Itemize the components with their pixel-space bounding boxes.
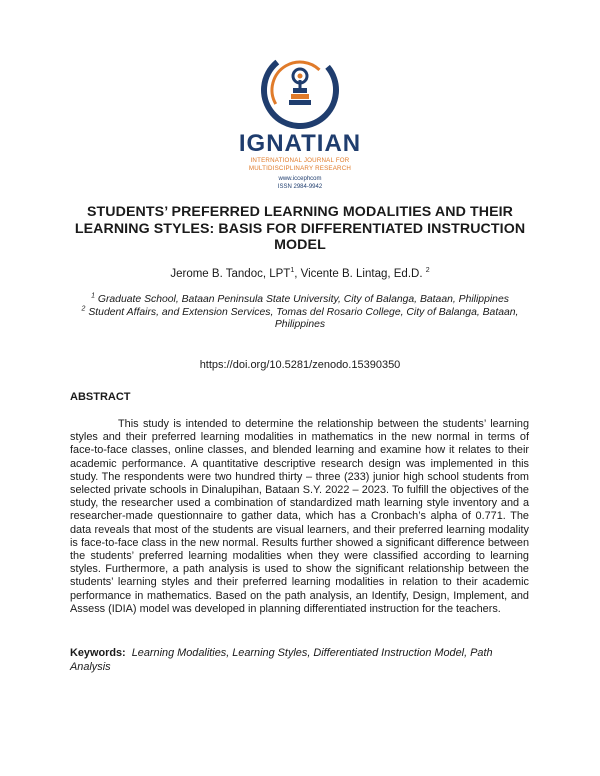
author-line	[0, 267, 600, 281]
journal-subtitle-line2: MULTIDISCIPLINARY RESEARCH	[248, 164, 352, 172]
journal-logo	[0, 50, 600, 191]
paper-title: STUDENTS’ PREFERRED LEARNING MODALITIES AND THEIR LEARNING STYLES: BASIS FOR DIFFERENTIATED INSTRUCTION MODEL	[74, 204, 526, 253]
journal-website[interactable]: www.iccephcom	[278, 176, 322, 182]
author-separator: ,	[294, 268, 301, 280]
author-2: Vicente B. Lintag, Ed.D.	[300, 268, 423, 280]
journal-issn: ISSN 2984-9942	[277, 184, 323, 190]
affiliation-1	[70, 294, 530, 307]
affiliation-2	[70, 307, 530, 332]
abstract-body: This study is intended to determine the relationship between the students’ learning styles and their preferred learning modalities in mathematics in the new normal in terms of face-to-face classes, online classes, and blended learning and examine how it relates to their academic performance. A quantitative descriptive research design was implemented in this study. The respondents were two hundred thirty – three (233) junior high school students from selected private schools in Dinalupihan, Bataan S.Y. 2022 – 2023. To fulfill the objectives of the study, the researcher used a combination of standardized math learning style inventory and a researcher-made questionnaire to gather data, which has a Cronbach’s alpha of 0.771. The data reveals that most of the students are visual learners, and their preferred learning modality is face-to-face class in the new normal. Results further showed a significant difference between the students’ preferred learning modalities when they were classified according to learning styles. Furthermore, a path analysis is used to show the significant relationship between the students’ learning styles and their preferred learning modalities in relation to their academic performance in mathematics. Based on the path analysis, an Identify, Design, Implement, and Assess (IDIA) model was developed in planning differentiated instruction for the teachers.	[70, 418, 529, 615]
affiliation-2-text: Student Affairs, and Extension Services, Tomas del Rosario College, City of Balanga, Bataan, Philippines	[88, 306, 519, 330]
author-2-affiliation-mark: 2	[425, 267, 430, 275]
affiliation-1-text: Graduate School, Bataan Peninsula State University, City of Balanga, Bataan, Philippines	[97, 294, 509, 305]
affiliation-1-mark: 1	[91, 292, 95, 300]
ignatian-emblem-icon	[257, 50, 343, 130]
keywords	[70, 647, 529, 674]
author-1-affiliation-mark: 1	[290, 267, 295, 275]
abstract-heading: ABSTRACT	[70, 391, 131, 403]
journal-name: IGNATIAN	[238, 130, 362, 157]
keywords-text: Learning Modalities, Learning Styles, Differentiated Instruction Model, Path Analysis	[70, 647, 493, 673]
affiliation-2-mark: 2	[81, 305, 86, 313]
doi-link[interactable]: https://doi.org/10.5281/zenodo.15390350	[199, 359, 401, 371]
author-1: Jerome B. Tandoc, LPT	[170, 268, 291, 280]
keywords-label: Keywords:	[70, 647, 126, 659]
affiliations	[70, 294, 530, 332]
journal-subtitle-line1: INTERNATIONAL JOURNAL FOR	[250, 157, 350, 164]
